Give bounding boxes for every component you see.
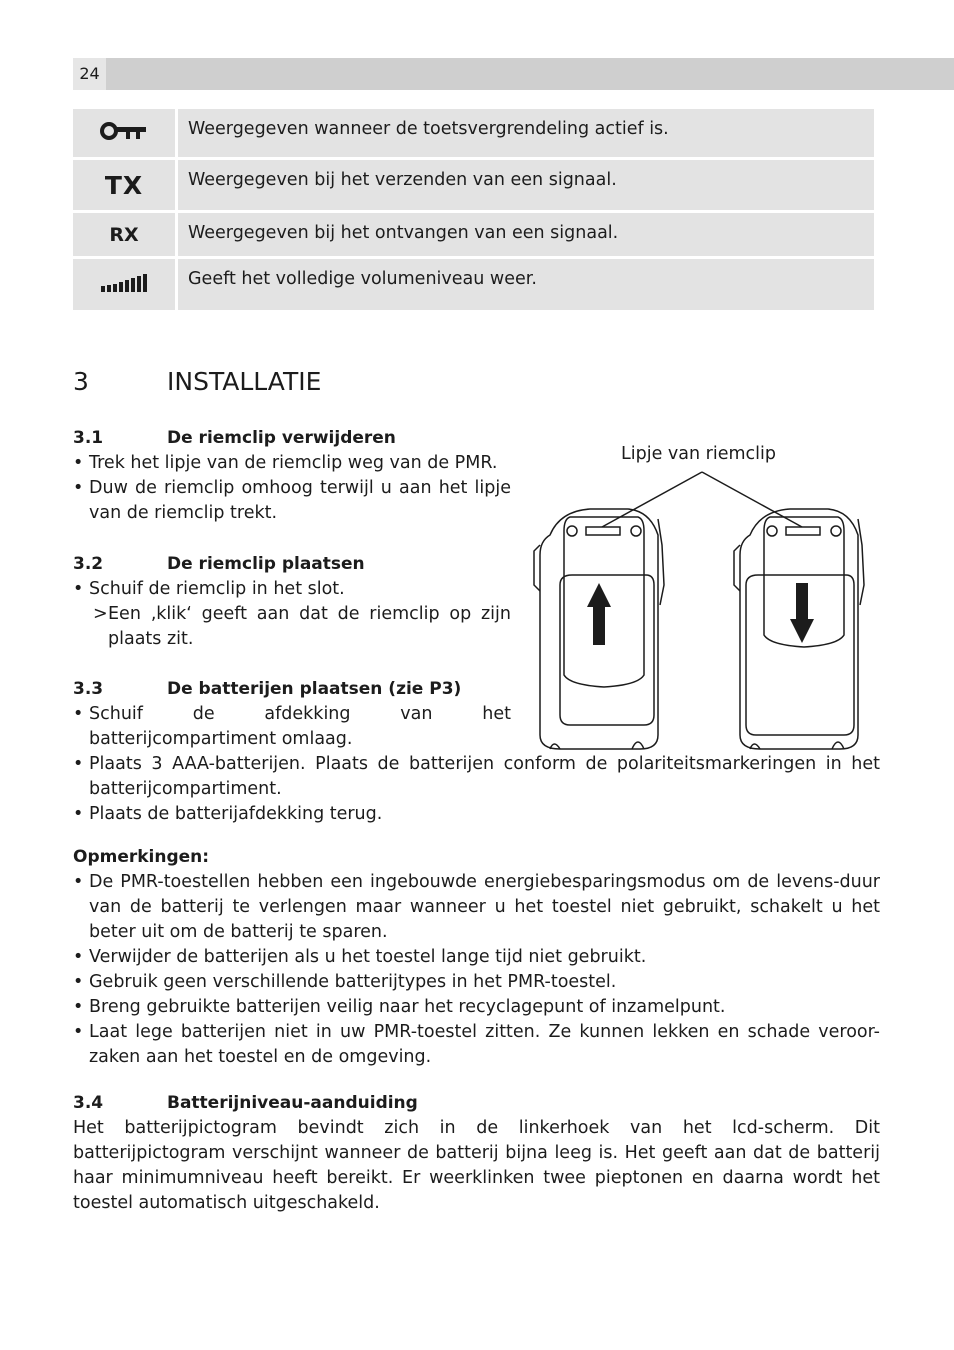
- list-item: • Schuif de afdekking van het batterijcompartiment omlaag.: [73, 702, 511, 752]
- subsection-heading: 3.4 Batterijniveau-aanduiding: [73, 1093, 418, 1113]
- arrow-up-icon: [587, 583, 611, 645]
- list-item: • Schuif de riemclip in het slot.: [73, 577, 511, 602]
- header-bar: [73, 58, 954, 90]
- icon-description: Weergegeven wanneer de toetsvergrendeling actief is.: [178, 109, 874, 157]
- table-row: [73, 160, 874, 210]
- belt-clip-illustration: [520, 435, 880, 755]
- section-number: 3: [73, 367, 89, 396]
- icon-description: Weergegeven bij het ontvangen van een signaal.: [178, 213, 874, 256]
- tx-icon-label: TX: [104, 170, 144, 200]
- section-3-1: [73, 426, 511, 526]
- section-title: INSTALLATIE: [167, 367, 322, 396]
- list-item: • Gebruik geen verschillende batterijtypes in het PMR-toestel.: [73, 970, 880, 995]
- figure-label: Lipje van riemclip: [621, 444, 776, 464]
- icon-description: Weergegeven bij het verzenden van een signaal.: [178, 160, 874, 210]
- belt-clip-figure: [520, 435, 880, 755]
- icon-description: Geeft het volledige volumeniveau weer.: [178, 259, 874, 310]
- rx-icon: [73, 213, 175, 256]
- rx-icon-label: RX: [109, 223, 139, 246]
- paragraph: Het batterijpictogram bevindt zich in de linkerhoek van het lcd-scherm. Dit batterijpictogram verschijnt wanneer de batterij bijna leeg is. Het geeft aan dat de batterij haar minimumniveau heeft bereikt. Er weerklinken twee pieptonen en daarna wordt het toestel automatisch uitgeschakeld.: [73, 1118, 880, 1213]
- page-number: 24: [73, 58, 106, 90]
- key-icon: [73, 109, 175, 157]
- table-row: [73, 213, 874, 256]
- list-item: • Plaats 3 AAA-batterijen. Plaats de batterijen conform de polariteitsmarkeringen in het batterijcompartiment.: [73, 752, 880, 802]
- result-item: > Een ‚klik‘ geeft aan dat de riemclip op zijn plaats zit.: [93, 604, 511, 649]
- section-3-2: [73, 552, 511, 652]
- subsection-heading: 3.1 De riemclip verwijderen: [73, 428, 396, 448]
- list-item: • Verwijder de batterijen als u het toestel lange tijd niet gebruikt.: [73, 945, 880, 970]
- list-item: • Laat lege batterijen niet in uw PMR-toestel zitten. Ze kunnen lekken en schade veroor-zaken aan het toestel en de omgeving.: [73, 1020, 880, 1070]
- icon-table: [70, 106, 877, 313]
- subsection-heading: 3.3 De batterijen plaatsen (zie P3): [73, 679, 462, 699]
- subsection-heading: 3.2 De riemclip plaatsen: [73, 554, 365, 574]
- notes-title: Opmerkingen:: [73, 847, 210, 867]
- table-row: [73, 259, 874, 310]
- list-item: • Breng gebruikte batterijen veilig naar het recyclagepunt of inzamelpunt.: [73, 995, 880, 1020]
- notes: [73, 845, 880, 1070]
- list-item: • De PMR-toestellen hebben een ingebouwde energiebesparingsmodus om de levens-duur van de batterij te verlengen maar wanneer u het toestel niet gebruikt, schakelt u het beter uit om de batterij te sparen.: [73, 870, 880, 945]
- volume-level-icon: [73, 259, 175, 310]
- section-3-4: [73, 1091, 880, 1216]
- arrow-down-icon: [790, 583, 814, 643]
- list-item: • Duw de riemclip omhoog terwijl u aan het lipje van de riemclip trekt.: [73, 476, 511, 526]
- list-item: • Plaats de batterijafdekking terug.: [73, 802, 880, 827]
- tx-icon: [73, 160, 175, 210]
- list-item: • Trek het lipje van de riemclip weg van de PMR.: [73, 451, 511, 476]
- table-row: [73, 109, 874, 157]
